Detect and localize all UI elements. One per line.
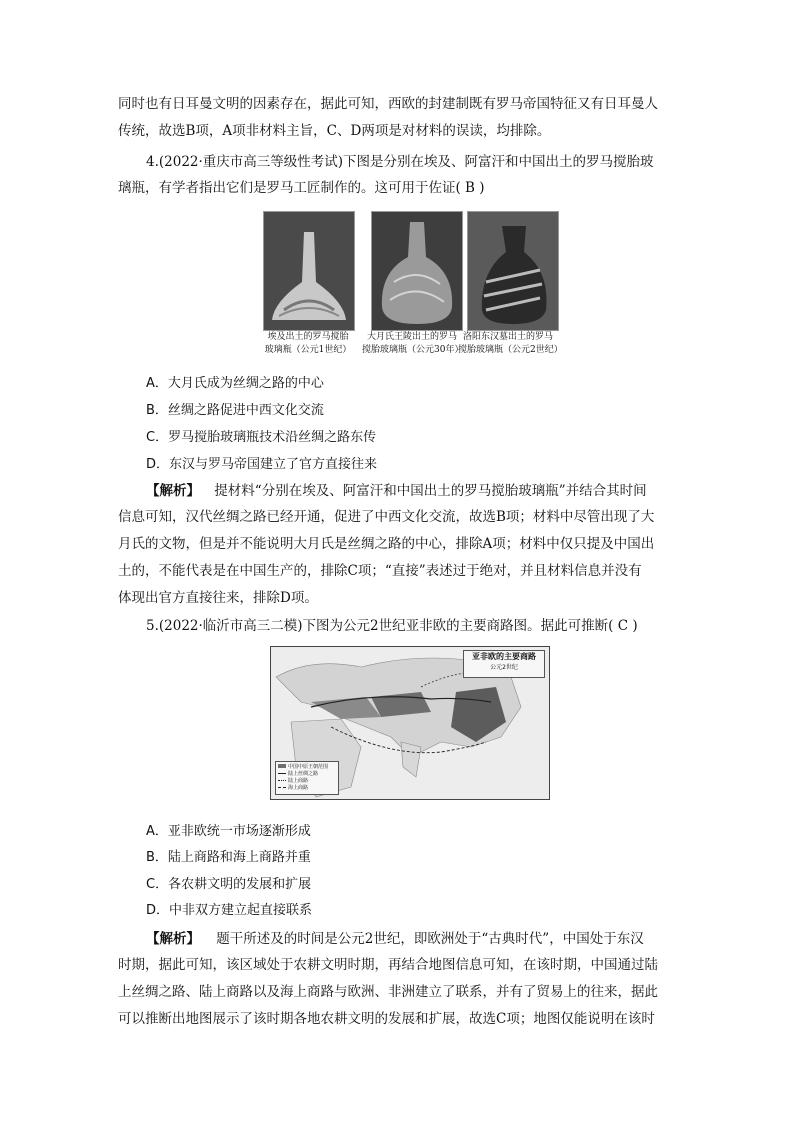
option-a: A．大月氏成为丝绸之路的中心 (146, 376, 324, 391)
legend-item: 海上商路 (278, 785, 336, 792)
analysis-line: 上丝绸之路、陆上商路以及海上商路与欧洲、非洲建立了联系，并有了贸易上的往来，据此 (118, 984, 658, 1000)
question-4-stem: 4.(2022·重庆市高三等级性考试)下图是分别在埃及、阿富汗和中国出土的罗马搅胎玻 (146, 154, 654, 170)
analysis-line: 信息可知，汉代丝绸之路已经开通，促进了中西文化交流，故选B项；材料中尽管出现了大 (118, 509, 655, 525)
option-a: A．亚非欧统一市场逐渐形成 (146, 824, 311, 839)
analysis-line: 月氏的文物，但是并不能说明大月氏是丝绸之路的中心，排除A项；材料中仅只提及中国出 (118, 536, 655, 552)
analysis-line: 体现出官方直接往来，排除D项。 (118, 590, 318, 606)
text-line: 传统，故选B项，A项非材料主旨，C、D两项是对材料的误读，均排除。 (118, 123, 551, 139)
option-c: C．各农耕文明的发展和扩展 (146, 877, 312, 892)
legend-item: 陆上商路 (278, 778, 336, 785)
analysis-line: 【解析】 提材料“分别在埃及、阿富汗和中国出土的罗马搅胎玻璃瓶”并结合其时间 (146, 483, 647, 499)
glass-bottle-photo-egypt (263, 211, 355, 331)
analysis-label: 【解析】 (146, 483, 200, 499)
option-b: B．丝绸之路促进中西文化交流 (146, 403, 324, 418)
analysis-line: 【解析】 题干所述及的时间是公元2世纪，即欧洲处于“古典时代”，中国处于东汉 (146, 931, 644, 947)
analysis-line: 土的，不能代表是在中国生产的，排除C项；“直接”表述过于绝对，并且材料信息并没有 (118, 563, 642, 579)
question-5-stem: 5.(2022·临沂市高三二模)下图为公元2世纪亚非欧的主要商路图。据此可推断( C ) (146, 618, 638, 634)
option-b: B．陆上商路和海上商路并重 (146, 850, 311, 865)
trade-route-map (270, 646, 550, 800)
glass-bottle-photo-afghanistan (371, 211, 463, 331)
map-title: 亚非欧的主要商路 (472, 652, 536, 661)
analysis-line: 可以推断出地图展示了该时期各地农耕文明的发展和扩展，故选C项；地图仅能说明在该时 (118, 1011, 655, 1027)
option-d: D．东汉与罗马帝国建立了官方直接往来 (146, 457, 378, 472)
photo-caption: 大月氏王陵出土的罗马 搅胎玻璃瓶（公元30年） (362, 332, 464, 355)
map-subtitle: 公元2世纪 (490, 664, 518, 671)
text-line: 同时也有日耳曼文明的因素存在，据此可知，西欧的封建制既有罗马帝国特征又有日耳曼人 (118, 96, 658, 112)
option-c: C．罗马搅胎玻璃瓶技术沿丝绸之路东传 (146, 430, 377, 445)
photo-caption: 埃及出土的罗马搅胎 玻璃瓶（公元1世纪） (264, 332, 352, 355)
legend-item: 陆上丝绸之路 (278, 771, 336, 778)
question-4-stem: 璃瓶，有学者指出它们是罗马工匠制作的。这可用于佐证( B ) (118, 180, 485, 196)
map-title-box (463, 650, 545, 678)
analysis-label: 【解析】 (146, 931, 200, 947)
option-d: D．中非双方建立起直接联系 (146, 903, 313, 918)
analysis-line: 时期，据此可知，该区域处于农耕文明时期，再结合地图信息可知，在该时期，中国通过陆 (118, 957, 658, 973)
map-legend (275, 761, 339, 795)
legend-item: 中国中原王朝范围 (278, 764, 336, 771)
glass-bottle-photo-luoyang (467, 211, 559, 331)
photo-caption: 洛阳东汉墓出土的罗马 搅胎玻璃瓶（公元2世纪） (458, 332, 563, 355)
